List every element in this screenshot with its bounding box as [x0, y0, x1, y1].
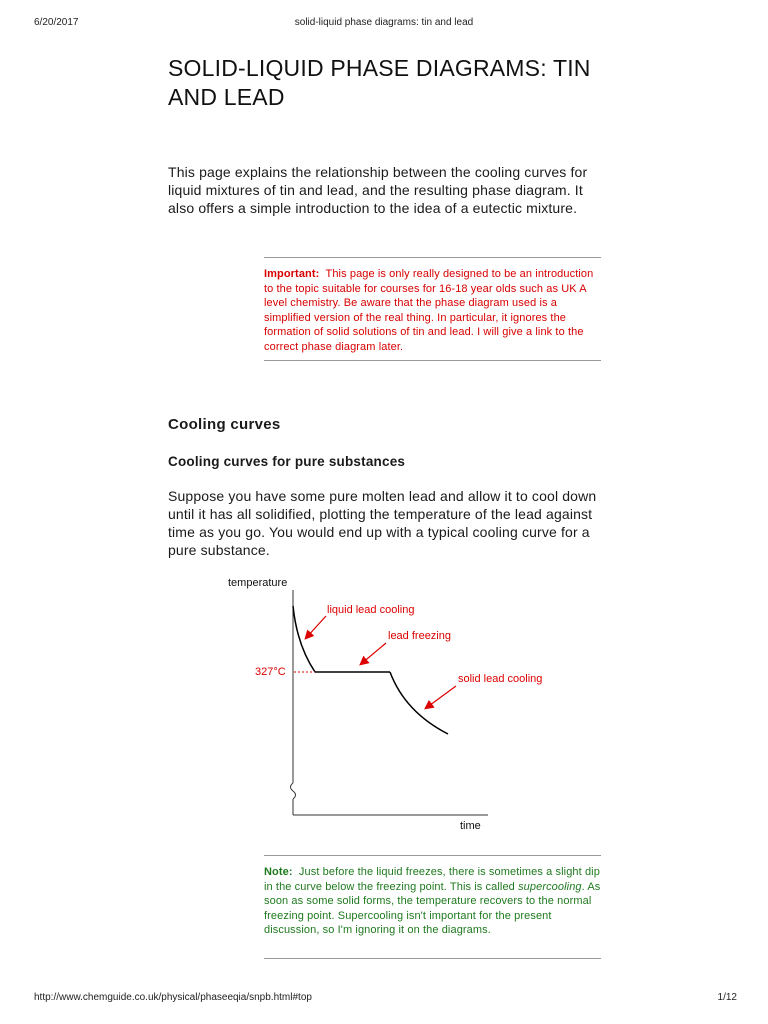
axis-break-mark — [291, 783, 296, 799]
arrow-freezing — [361, 643, 386, 664]
y-axis-label: temperature — [228, 577, 288, 589]
liquid-cooling-curve — [293, 606, 315, 672]
page-title: SOLID-LIQUID PHASE DIAGRAMS: TIN AND LEAD — [168, 55, 591, 110]
intro-paragraph: This page explains the relationship between the cooling curves for liquid mixtures of tin and lead, and the resulting phase diagram. It also offers a simple introduction to the idea of a eutectic mixture. — [168, 164, 588, 216]
print-date: 6/20/2017 — [34, 17, 79, 28]
x-axis-label: time — [460, 820, 481, 832]
page-title-block — [168, 54, 618, 112]
important-box — [264, 257, 601, 361]
print-footer-page-number: 1/12 — [717, 992, 737, 1003]
print-header-title: solid-liquid phase diagrams: tin and lead — [294, 17, 474, 28]
arrow-liquid — [306, 616, 326, 638]
important-label: Important: — [264, 268, 320, 280]
note-label: Note: — [264, 866, 293, 878]
note-box — [264, 855, 601, 959]
section-subheading: Cooling curves for pure substances — [168, 454, 406, 469]
annotation-lead-freezing: lead freezing — [388, 630, 451, 642]
solid-cooling-curve — [390, 672, 448, 734]
annotation-liquid-lead-cooling: liquid lead cooling — [327, 604, 415, 616]
annotation-solid-lead-cooling: solid lead cooling — [458, 673, 543, 685]
cooling-curve-paragraph: Suppose you have some pure molten lead and allow it to cool down until it has all solidified, plotting the temperature of the lead against time as you go. You would end up with a typical cooling curve for a pure substance. — [168, 488, 597, 558]
note-text-after: . As soon as some solid forms, the temperature recovers to the normal freezing point. Supercooling isn't important for the present discussion, so I'm ignoring it on the diagrams. — [264, 880, 601, 936]
important-text: This page is only really designed to be an introduction to the topic suitable for courses for 16-18 year olds such as UK A level chemistry. Be aware that the phase diagram used is a simplified version of the real thing. In particular, it ignores the formation of solid solutions of tin and lead. I will give a link to the correct phase diagram later. — [264, 268, 594, 353]
section-heading: Cooling curves — [168, 416, 281, 433]
print-footer-url: http://www.chemguide.co.uk/physical/phaseeqia/snpb.html#top — [34, 992, 312, 1003]
arrow-solid — [426, 686, 456, 708]
y-tick-label: 327°C — [255, 666, 286, 678]
note-emphasis: supercooling — [518, 880, 582, 893]
note-text-before: Just before the liquid freezes, there is sometimes a slight dip in the curve below the freezing point. This is called — [264, 866, 600, 893]
